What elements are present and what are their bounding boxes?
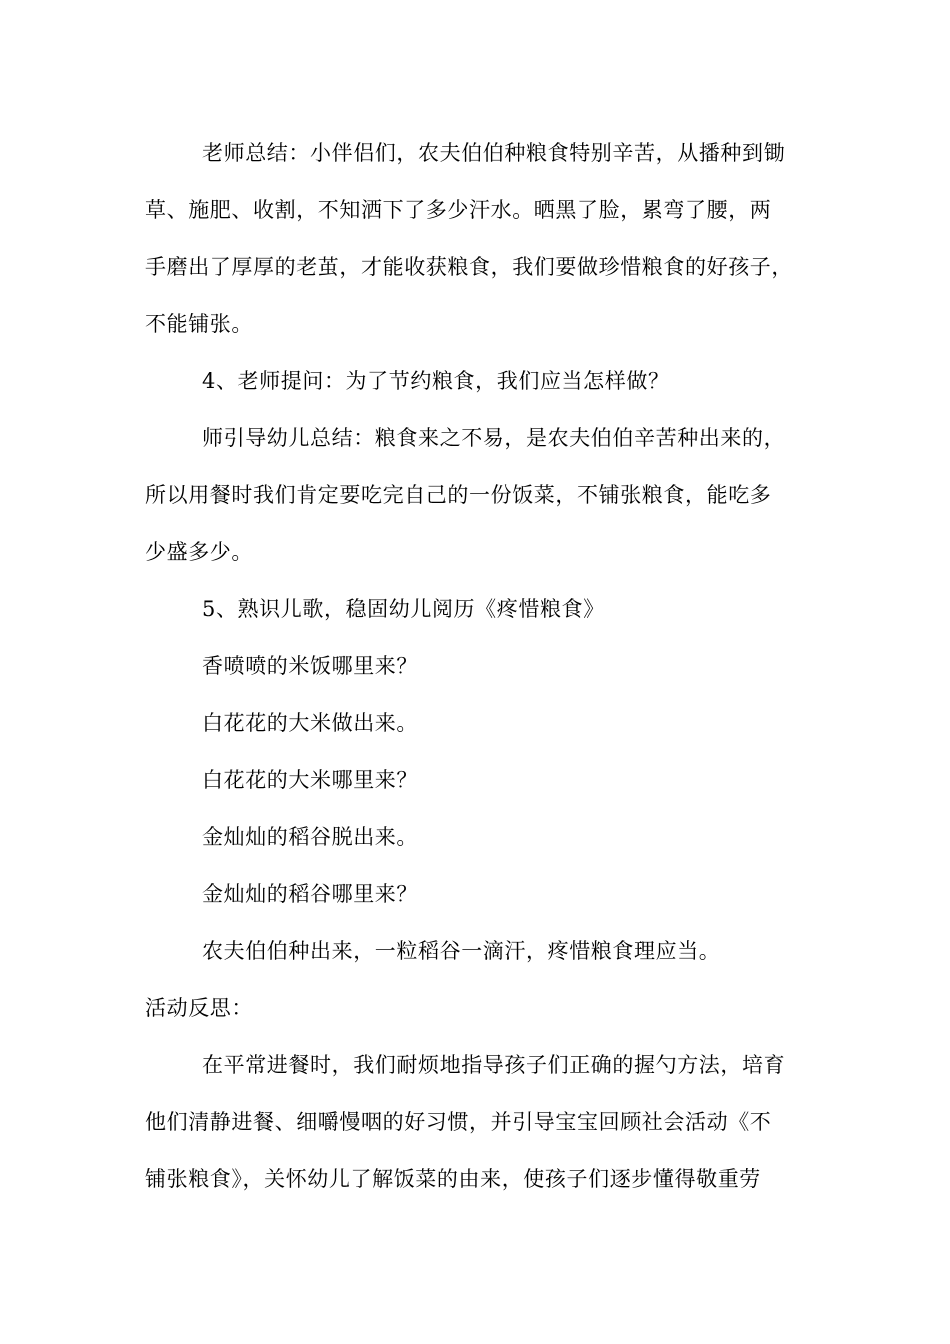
paragraph-line: 在平常进餐时，我们耐烦地指导孩子们正确的握勺方法，培育 — [202, 1053, 786, 1077]
poem-line: 白花花的大米哪里来？ — [202, 768, 418, 792]
paragraph-line: 4、老师提问：为了节约粮食，我们应当怎样做？ — [202, 369, 670, 393]
paragraph-line: 他们清静进餐、细嚼慢咽的好习惯，并引导宝宝回顾社会活动《不 — [145, 1110, 772, 1134]
poem-line: 农夫伯伯种出来，一粒稻谷一滴汗，疼惜粮食理应当。 — [202, 939, 721, 963]
paragraph-line: 师引导幼儿总结：粮食来之不易，是农夫伯伯辛苦种出来的， — [202, 426, 786, 450]
poem-line: 金灿灿的稻谷哪里来？ — [202, 882, 418, 906]
paragraph-line: 手磨出了厚厚的老茧，才能收获粮食，我们要做珍惜粮食的好孩子， — [145, 255, 793, 279]
paragraph-line: 5、熟识儿歌，稳固幼儿阅历《疼惜粮食》 — [202, 597, 605, 621]
poem-line: 金灿灿的稻谷脱出来。 — [202, 825, 418, 849]
paragraph-line: 草、施肥、收割，不知洒下了多少汗水。晒黑了脸，累弯了腰，两 — [145, 198, 772, 222]
poem-line: 香喷喷的米饭哪里来？ — [202, 654, 418, 678]
paragraph-line: 铺张粮食》，关怀幼儿了解饭菜的由来，使孩子们逐步懂得敬重劳 — [145, 1167, 761, 1191]
section-heading: 活动反思： — [145, 996, 253, 1020]
paragraph-line: 老师总结：小伴侣们，农夫伯伯种粮食特别辛苦，从播种到锄 — [202, 141, 786, 165]
paragraph-line: 不能铺张。 — [145, 312, 253, 336]
paragraph-line: 少盛多少。 — [145, 540, 253, 564]
paragraph-line: 所以用餐时我们肯定要吃完自己的一份饭菜，不铺张粮食，能吃多 — [145, 483, 772, 507]
poem-line: 白花花的大米做出来。 — [202, 711, 418, 735]
